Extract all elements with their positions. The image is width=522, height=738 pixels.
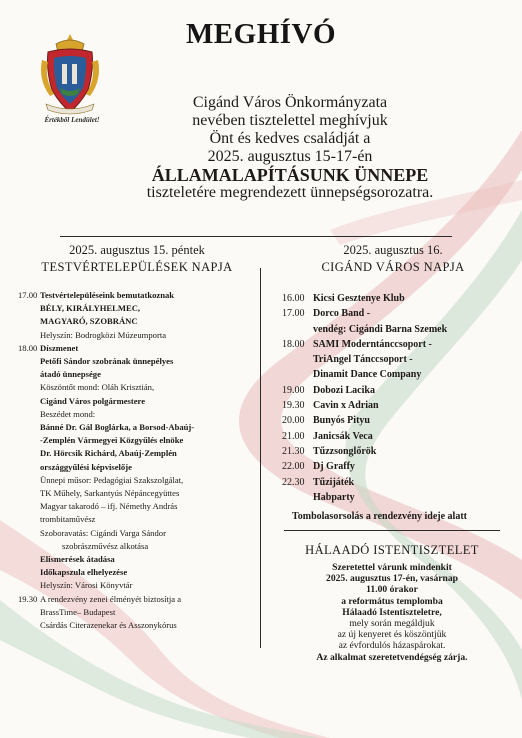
intro-line: nevében tisztelettel meghívjuk (192, 112, 388, 129)
program-time (282, 352, 313, 367)
program-row (282, 383, 504, 398)
program-time (18, 315, 40, 328)
program-time (282, 322, 313, 337)
program-row (18, 355, 256, 368)
program-time (18, 381, 40, 394)
program-row (282, 398, 504, 413)
divider-section (284, 530, 500, 531)
program-time (18, 579, 40, 592)
page-title: MEGHÍVÓ (185, 18, 337, 50)
program-text: Bunyós Pityu (313, 415, 370, 427)
program-time: 19.30 (18, 593, 38, 604)
program-text: országgyűlési képviselője (40, 461, 132, 472)
program-time: 20.00 (282, 415, 305, 427)
program-time (18, 355, 40, 368)
program-text: Petőfi Sándor szobrának ünnepélyes (40, 356, 174, 367)
service-line: a református templomba (341, 595, 443, 607)
service-line: Hálaadó Istentiszteletre, (342, 606, 442, 618)
program-row (282, 413, 504, 428)
program-row (18, 447, 256, 460)
program-text: vendég: Cigándi Barna Szemek (313, 323, 448, 335)
program-text: trombitaművész (40, 514, 96, 525)
program-text: TK Műhely, Sarkantyús Népáncegyüttes (40, 488, 180, 499)
program-row (282, 367, 504, 382)
program-row (18, 329, 256, 342)
program-text: TriAngel Tánccsoport - (313, 354, 413, 366)
program-text: Bánné Dr. Gál Boglárka, a Borsod-Abaúj- (40, 422, 195, 433)
intro-line: Önt és kedves családját a (209, 130, 371, 147)
day2-column (282, 243, 504, 522)
program-row (18, 500, 256, 513)
program-text: Habparty (313, 491, 355, 503)
program-row (18, 619, 256, 632)
program-row (282, 490, 504, 505)
program-time (18, 513, 40, 526)
program-text: Díszmenet (40, 342, 79, 353)
program-row (18, 434, 256, 447)
divider-vertical (260, 268, 261, 648)
program-row (18, 593, 256, 606)
program-text: Köszöntőt mond: Oláh Krisztián, (40, 382, 155, 393)
program-time (18, 461, 40, 474)
program-text: Dobozi Lacika (313, 384, 375, 396)
program-text: Dinamit Dance Company (313, 369, 422, 381)
program-time (18, 487, 40, 500)
program-row (282, 429, 504, 444)
program-row (282, 352, 504, 367)
program-time (282, 490, 313, 505)
program-time: 19.30 (282, 400, 305, 412)
program-time: 18.00 (18, 342, 38, 353)
program-row (18, 289, 256, 302)
program-row (18, 566, 256, 579)
day1-subtitle: TESTVÉRTELEPÜLÉSEK NAPJA (41, 260, 233, 274)
service-section (284, 543, 500, 663)
program-time (18, 395, 40, 408)
program-text: SAMI Moderntánccsoport - (313, 338, 432, 350)
program-row (18, 421, 256, 434)
program-text: A rendezvény zenei élményét biztosítja a (40, 593, 182, 604)
program-row (18, 540, 256, 553)
program-time: 17.00 (282, 308, 305, 320)
program-time (18, 527, 40, 540)
program-row (18, 408, 256, 421)
program-row (282, 306, 504, 321)
program-time (18, 566, 40, 579)
program-text: Ünnepi műsor: Pedagógiai Szakszolgálat, (40, 474, 184, 485)
program-text: Dr. Hörcsik Richárd, Abaúj-Zemplén (40, 448, 177, 459)
program-row (18, 395, 256, 408)
program-time (18, 553, 40, 566)
program-text: szobrászművész alkotása (62, 540, 149, 551)
program-time (282, 367, 313, 382)
service-line: 11.00 órakor (366, 584, 418, 596)
program-time: 21.30 (282, 445, 305, 457)
program-row (18, 513, 256, 526)
program-time (18, 540, 40, 553)
program-time (18, 447, 40, 460)
program-text: Helyszín: Városi Könyvtár (40, 580, 133, 591)
program-time: 19.00 (282, 384, 305, 396)
program-time: 17.00 (18, 290, 38, 300)
program-row (18, 487, 256, 500)
program-text: Dj Graffy (313, 461, 355, 473)
program-time (18, 408, 40, 421)
program-time (18, 434, 40, 447)
program-row (18, 368, 256, 381)
day1-column (18, 243, 256, 632)
day1-program-list (18, 289, 256, 632)
program-row (18, 474, 256, 487)
service-title: HÁLAADÓ ISTENTISZTELET (305, 543, 479, 557)
program-time (18, 619, 40, 632)
program-row (282, 475, 504, 490)
crest-motto: Értékből Lendület! (44, 116, 100, 124)
day1-date: 2025. augusztus 15. péntek (69, 243, 205, 257)
program-time (18, 421, 40, 434)
service-line: Az alkalmat szeretetvendégség zárja. (316, 651, 468, 663)
program-text: -Zemplén Vármegyei Közgyűlés elnöke (40, 435, 184, 446)
program-time: 21.00 (282, 430, 305, 442)
program-row (282, 444, 504, 459)
program-time: 22.30 (282, 476, 305, 488)
program-time (18, 500, 40, 513)
program-text: BÉLY, KIRÁLYHELMEC, (40, 303, 141, 314)
program-time: 22.00 (282, 461, 305, 473)
program-row (18, 579, 256, 592)
day2-program-list (282, 291, 504, 505)
program-text: Beszédet mond: (40, 408, 96, 419)
service-line: az évfordulós házaspárokat. (338, 640, 446, 652)
program-time: 18.00 (282, 338, 305, 350)
program-row (282, 291, 504, 306)
program-text: Tűzzsonglőrök (313, 445, 377, 457)
program-text: Időkapszula elhelyezése (40, 567, 128, 578)
program-text: Szoboravatás: Cigándi Varga Sándor (40, 527, 166, 538)
program-row (18, 302, 256, 315)
program-row (18, 461, 256, 474)
program-time (18, 329, 40, 342)
intro-line: Cigánd Város Önkormányzata (192, 94, 388, 111)
program-text: átadó ünnepsége (40, 369, 101, 380)
program-text: MAGYARÓ, SZOBRÁNC (40, 316, 138, 327)
intro-line: tiszteletére megrendezett ünnepségsorozatra. (146, 184, 434, 201)
program-row (282, 459, 504, 474)
program-text: Cigánd Város polgármestere (40, 395, 146, 406)
intro-line: 2025. augusztus 15-17-én (207, 148, 373, 165)
program-row (18, 381, 256, 394)
program-time: 16.00 (282, 293, 305, 304)
program-row (282, 322, 504, 337)
service-line: Szeretettel várunk mindenkit (332, 562, 452, 573)
program-row (18, 315, 256, 328)
program-time (18, 302, 40, 315)
program-text: Helyszín: Bodrogközi Múzeumporta (40, 329, 167, 340)
event-name: ÁLLAMALAPÍTÁSUNK ÜNNEPE (151, 165, 429, 185)
program-text: Tűzijáték (313, 476, 355, 488)
divider-horizontal (60, 236, 452, 237)
service-line: 2025. augusztus 17-én, vasárnap (326, 573, 458, 585)
day2-subtitle: CIGÁND VÁROS NAPJA (321, 260, 465, 274)
program-text: Kicsi Gesztenye Klub (313, 293, 405, 304)
program-text: Janicsák Veca (313, 430, 373, 442)
program-time (18, 368, 40, 381)
program-text: Testvértelepüléseink bemutatkoznak (40, 290, 175, 300)
program-text: Cavin x Adrian (313, 400, 379, 412)
service-text (284, 562, 500, 663)
program-text: Magyar takarodó – ifj. Némethy András (40, 501, 178, 512)
day2-date: 2025. augusztus 16. (343, 243, 443, 257)
program-row (18, 553, 256, 566)
program-text: Dorco Band - (313, 308, 371, 320)
program-row (18, 606, 256, 619)
program-time (18, 606, 40, 619)
program-text: Csárdás Citerazenekar és Asszonykórus (40, 620, 177, 631)
program-row (18, 342, 256, 355)
tombola-note: Tombolasorsolás a rendezvény ideje alatt (292, 511, 467, 523)
service-line: mely során megáldjuk (349, 618, 435, 630)
program-row (18, 527, 256, 540)
program-time (18, 474, 40, 487)
service-line: az új kenyeret és köszöntjük (337, 629, 447, 641)
intro-block (60, 94, 520, 202)
program-text: Elismerések átadása (40, 554, 115, 565)
program-text: BrassTime– Budapest (40, 606, 116, 617)
program-row (282, 337, 504, 352)
